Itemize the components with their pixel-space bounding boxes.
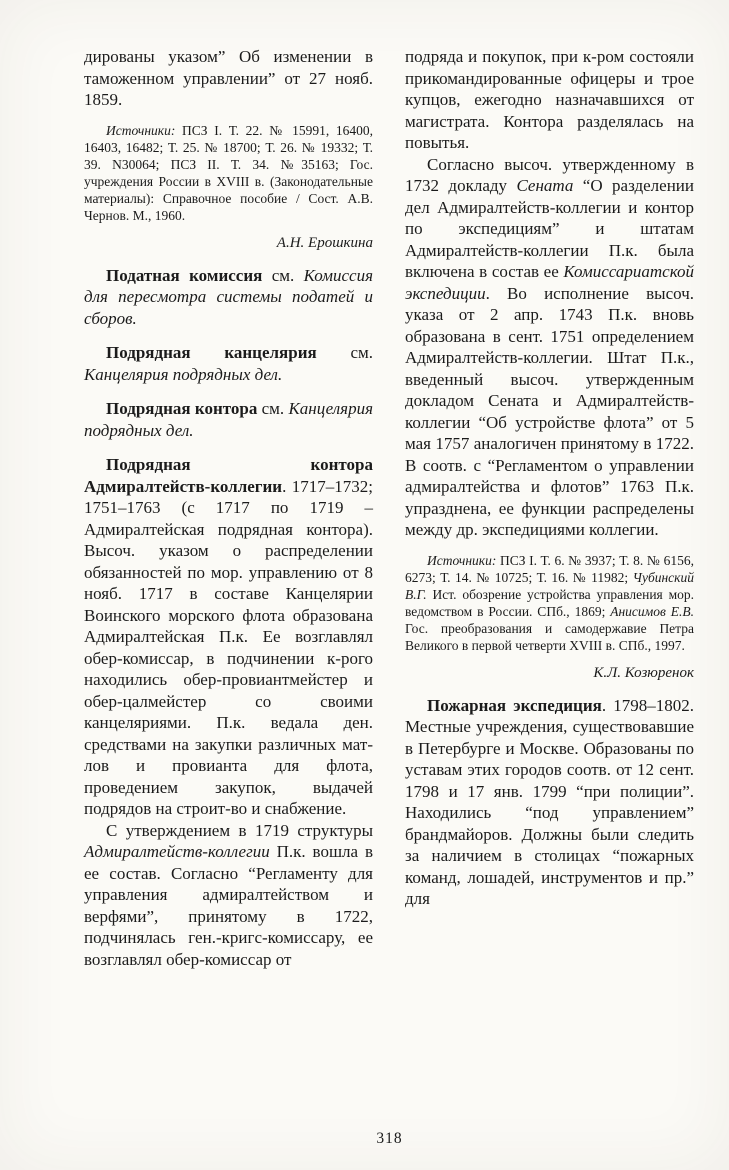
- page-number: 318: [376, 1130, 403, 1147]
- body-text: Согласно высоч. утвержденному в 1732 докладу: [405, 154, 694, 195]
- term-italic: Адмиралтейств-коллегии: [84, 842, 270, 861]
- term-italic: Сената: [516, 176, 574, 195]
- body-text: дированы указом” Об изменении в таможенном управлении” от 27 нояб. 1859.: [84, 47, 373, 109]
- entry-paragraph: [84, 820, 373, 971]
- cross-reference-entry: [84, 342, 373, 385]
- reference-target: Канцелярия подрядных дел.: [84, 364, 283, 384]
- sources-body: Гос. преобразования и самодержавие Петра Великого в первой четверти XVIII в. СПб., 1997.: [405, 620, 694, 653]
- reference-target: Канцелярия подрядных дел.: [84, 399, 373, 440]
- entry-headword: Подрядная контора Адмиралтейств-коллегии: [84, 455, 373, 496]
- body-text: С утверждением в 1719 структуры: [106, 820, 373, 840]
- see-label: см.: [262, 265, 304, 285]
- continued-paragraph: [405, 46, 694, 154]
- entry-paragraph: [405, 154, 694, 541]
- sources-body: ПСЗ I. Т. 22. № 15991, 16400, 16403, 16482; Т. 25. № 18700; Т. 26. № 19332; Т. 39. N30064; ПСЗ II. Т. 34. №35163; Гос. учреждения России в XVIII в. (Законодательные материалы): Справочное пособие / Сост. А.В. Чернов. М., 1960.: [84, 122, 373, 223]
- left-column: [84, 46, 373, 970]
- body-text: П.к. вошла в ее состав. Согласно “Регламенту для управления адмиралтейством и верфями”, принятому в 1722, подчинялась ген.-кригс-комиссару, ее возглавлял обер-комиссар от: [84, 842, 373, 969]
- sources-body: Ист. обозрение устройства управления мор. ведомством в России. СПб., 1869;: [405, 586, 694, 619]
- right-column: [405, 46, 694, 970]
- body-text: подряда и покупок, при к-ром состояли прикомандированные офицеры и трое купцов, ежегодно назначавшихся от магистрата. Контора разделялась на повытья.: [405, 47, 694, 152]
- main-entry-paragraph: [405, 695, 694, 910]
- text-columns: [84, 46, 695, 970]
- main-entry-paragraph: [84, 454, 373, 820]
- body-text: . Во исполнение высоч. указа от 2 апр. 1743 П.к. вновь образована в сент. 1751 определением Адмиралтейств-коллегии. Штат П.к., введенный высоч. утвержденным докладом Сената и Адмиралтейств-коллегии “Об устройстве флота” от 5 мая 1757 аналогичен принятому в 1722. В соотв. с “Регламентом о управлении адмиралтейства и флотов” 1763 П.к. упразднена, ее функции распределены между др. экспедициями коллегии.: [405, 283, 694, 539]
- see-label: см.: [316, 343, 373, 362]
- reference-target: Комиссия для пересмотра системы податей и сборов.: [84, 265, 373, 328]
- author-byline: К.Л. Козюренок: [593, 664, 694, 681]
- entry-headword: Пожарная экспедиция: [427, 695, 602, 715]
- entry-body: . 1717–1732; 1751–1763 (с 1717 по 1719 – Адмиралтейская подрядная контора). Высоч. указом о распределении обязанностей по мор. управлению от 8 нояб. 1717 в составе Канцелярии Воинского морского флота образована Адмиралтейская П.к. Ее возглавлял обер-комиссар, в подчинении к-рого находились обер-провиантмейстер и обер-цалмейстер со своими канцеляриями. П.к. ведала ден. средствами на закупки различных мат-лов и провианта для флота, проведением закупок, выдачей подрядов на строит-во и снабжение.: [84, 476, 373, 818]
- author-byline: А.Н. Ерошкина: [276, 234, 373, 251]
- entry-headword: Податная комиссия: [106, 265, 263, 285]
- see-label: см.: [257, 399, 289, 418]
- body-text: “О разделении дел Адмиралтейств-коллегии и контор по экспедициям” и штатам Адмиралтейств-коллегии П.к. была включена в состав ее: [405, 176, 694, 281]
- term-italic: Комиссариатской экспедиции: [405, 262, 694, 303]
- sources-label: Источники:: [427, 552, 500, 568]
- entry-headword: Подрядная контора: [106, 399, 258, 418]
- sources-paragraph: [84, 122, 373, 224]
- cross-reference-entry: [84, 398, 373, 441]
- sources-paragraph: [405, 552, 694, 654]
- sources-label: Источники:: [106, 122, 183, 138]
- sources-body: ПСЗ I. Т. 6. № 3937; Т. 8. № 6156, 6273; Т. 14. № 10725; Т. 16. № 11982;: [405, 552, 694, 585]
- source-author: Чубинский В.Г.: [405, 569, 694, 602]
- continued-paragraph: [84, 46, 373, 111]
- cross-reference-entry: [84, 265, 373, 330]
- source-author: Анисимов Е.В.: [610, 603, 694, 619]
- entry-body: . 1798–1802. Местные учреждения, существовавшие в Петербурге и Москве. Образованы по уставам этих городов соотв. от 12 сент. 1798 и 17 янв. 1799 “при полиции”. Находились “под управлением” брандмайоров. Должны были следить за наличием в столицах “пожарных команд, лошадей, инструментов и пр.” для: [405, 695, 695, 908]
- entry-headword: Подрядная канцелярия: [106, 343, 317, 362]
